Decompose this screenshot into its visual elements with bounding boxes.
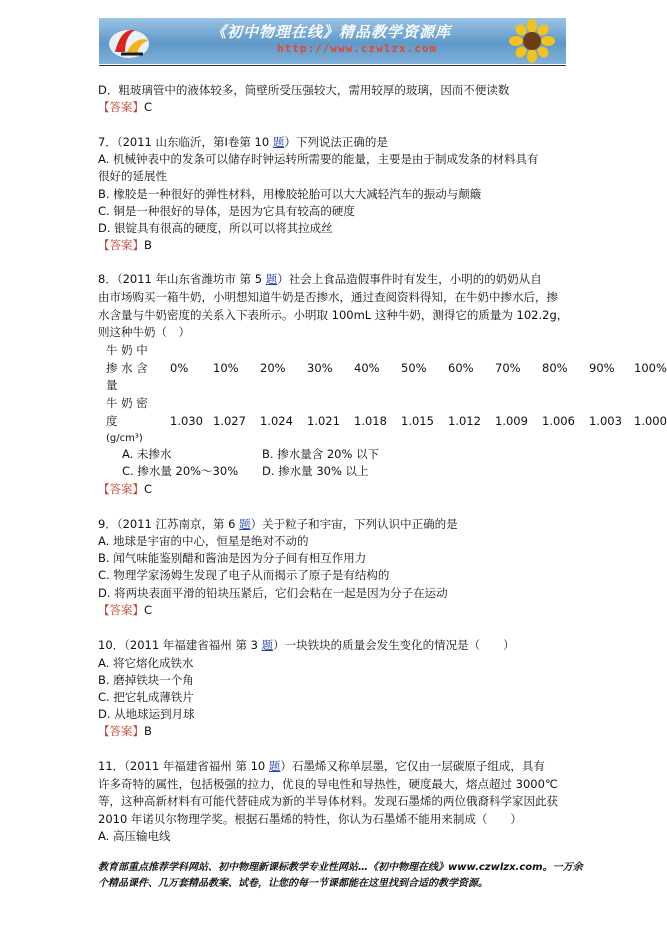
question-7-option-b: B. 橡胶是一种很好的弹性材料，用橡胶轮胎可以大大减轻汽车的振动与颠簸 — [98, 187, 482, 201]
question-11-title: 11．（2011 年福建省福州 第 10 题）石墨烯又称单层墨，它仅由一层碳原子组成，具有 — [98, 759, 545, 773]
answer-line — [98, 99, 152, 116]
table-percent-cell: 100% — [634, 361, 667, 375]
header-banner — [99, 18, 566, 64]
question-8-option-d: D. 掺水量 30% 以上 — [262, 464, 369, 478]
question-link[interactable]: 题 — [261, 638, 274, 652]
table-density-cell: 1.000 — [634, 414, 667, 428]
question-10-option-d: D. 从地球运到月球 — [98, 707, 195, 721]
question-7-title: 7．（2011 山东临沂，第Ⅰ卷第 10 题）下列说法正确的是 — [98, 135, 388, 149]
table-density-cell: 1.006 — [542, 414, 575, 428]
sunflower-icon — [506, 20, 558, 62]
question-9-answer: 【答案】C — [98, 603, 153, 617]
option-d-text: D．粗玻璃管中的液体较多，筒壁所受压强较大，需用较厚的玻璃，因而不便读数 — [98, 83, 510, 97]
table-density-cell: 1.003 — [589, 414, 622, 428]
question-7-answer: 【答案】B — [98, 238, 152, 252]
header-divider — [99, 65, 566, 66]
table-density-cell: 1.024 — [260, 414, 293, 428]
question-11-option-a: A. 高压输电线 — [98, 829, 171, 843]
table-percent-cell: 0% — [170, 361, 189, 375]
question-10-answer: 【答案】B — [98, 724, 152, 738]
question-9-option-b: B. 闻气味能鉴别醋和酱油是因为分子间有相互作用力 — [98, 551, 367, 565]
table-density-cell: 1.030 — [170, 414, 203, 428]
question-link[interactable]: 题 — [239, 517, 251, 531]
table-percent-cell: 70% — [495, 361, 521, 375]
question-8-line-4: 则这种牛奶（ ） — [98, 325, 190, 339]
table-density-cell: 1.012 — [448, 414, 481, 428]
question-8-option-a: A. 未掺水 — [122, 447, 172, 461]
question-11-line-2: 许多奇特的属性，包括极强的拉力，优良的导电性和导热性，硬度最大，熔点超过 3000℃ — [98, 777, 558, 791]
banner-url[interactable]: http://www.czwlzx.com — [277, 42, 438, 55]
banner-title: 《初中物理在线》精品教学资源库 — [211, 23, 452, 41]
answer-tag: 【答案】 — [98, 100, 144, 114]
table-density-cell: 1.021 — [307, 414, 340, 428]
table-percent-cell: 50% — [401, 361, 427, 375]
question-7-option-c: C. 铜是一种很好的导体，是因为它具有较高的硬度 — [98, 204, 355, 218]
question-11-line-3: 等，这种高新材料有可能代替硅成为新的半导体材料。发现石墨烯的两位俄裔科学家因此获 — [98, 794, 558, 808]
table-density-cell: 1.018 — [354, 414, 387, 428]
question-7-option-a: A. 机械钟表中的发条可以储存时钟运转所需要的能量，主要是由于制成发条的材料具有 — [98, 152, 539, 166]
question-8-option-c: C. 掺水量 20%～30% — [122, 464, 239, 478]
question-11-line-4: 2010 年诺贝尔物理学奖。根据石墨烯的特性，你认为石墨烯不能用来制成（ ） — [98, 812, 522, 826]
table-percent-cell: 80% — [542, 361, 568, 375]
table-row1-label-c: 量 — [106, 378, 118, 392]
question-10-option-a: A. 将它熔化成铁水 — [98, 656, 194, 670]
table-percent-cell: 40% — [354, 361, 380, 375]
table-percent-cell: 90% — [589, 361, 615, 375]
question-8-answer: 【答案】C — [98, 482, 153, 496]
table-density-cell: 1.015 — [401, 414, 434, 428]
question-8-line-2: 由市场购买一箱牛奶，小明想知道牛奶是否掺水，通过查阅资料得知，在牛奶中掺水后，掺 — [98, 290, 558, 304]
table-density-cell: 1.027 — [213, 414, 246, 428]
table-density-cell: 1.009 — [495, 414, 528, 428]
table-percent-cell: 20% — [260, 361, 286, 375]
table-percent-cell: 30% — [307, 361, 333, 375]
table-row1-label-a: 牛 奶 中 — [106, 343, 148, 357]
question-link[interactable]: 题 — [265, 272, 278, 286]
question-9-option-c: C. 物理学家汤姆生发现了电子从而揭示了原子是有结构的 — [98, 568, 390, 582]
table-row2-label-b: 度 — [106, 414, 118, 428]
question-9-option-d: D. 将两块表面平滑的铅块压紧后，它们会粘在一起是因为分子在运动 — [98, 586, 448, 600]
footer-line-1: 教育部重点推荐学科网站、初中物理新课标教学专业性网站…《初中物理在线》www.czwlzx.com。一万余 — [98, 862, 583, 873]
table-percent-cell: 60% — [448, 361, 474, 375]
question-9-option-a: A. 地球是宇宙的中心，恒星是绝对不动的 — [98, 534, 309, 548]
question-link[interactable]: 题 — [272, 135, 285, 149]
question-8-option-b: B. 掺水量含 20% 以下 — [262, 447, 380, 461]
table-row1-label-b: 掺 水 含 — [106, 361, 148, 375]
question-10-option-c: C. 把它轧成薄铁片 — [98, 690, 194, 704]
question-link[interactable]: 题 — [268, 759, 281, 773]
table-percent-cell: 10% — [213, 361, 239, 375]
answer-value: C — [144, 100, 153, 114]
question-8-title: 8．（2011 年山东省潍坊市 第 5 题）社会上食品造假事件时有发生，小明的的奶奶从自 — [98, 272, 542, 286]
question-10-option-b: B. 磨掉铁块一个角 — [98, 673, 194, 687]
question-7-option-a-cont: 很好的延展性 — [98, 169, 167, 183]
table-row2-label-a: 牛 奶 密 — [106, 396, 148, 410]
site-logo-icon — [105, 22, 157, 62]
question-10-title: 10．（2011 年福建省福州 第 3 题）一块铁块的质量会发生变化的情况是（ ） — [98, 638, 515, 652]
question-9-title: 9．（2011 江苏南京，第 6 题）关于粒子和宇宙，下列认识中正确的是 — [98, 517, 458, 531]
table-row2-label-c: (g/cm³) — [106, 433, 143, 444]
question-7-option-d: D. 银锭具有很高的硬度，所以可以将其拉成丝 — [98, 221, 333, 235]
question-8-line-3: 水含量与牛奶密度的关系入下表所示。小明取 100mL 这种牛奶，测得它的质量为 102.2g， — [98, 308, 569, 322]
footer-line-2: 个精品课件、几万套精品教案、试卷，让您的每一节课都能在这里找到合适的教学资源。 — [98, 878, 488, 889]
